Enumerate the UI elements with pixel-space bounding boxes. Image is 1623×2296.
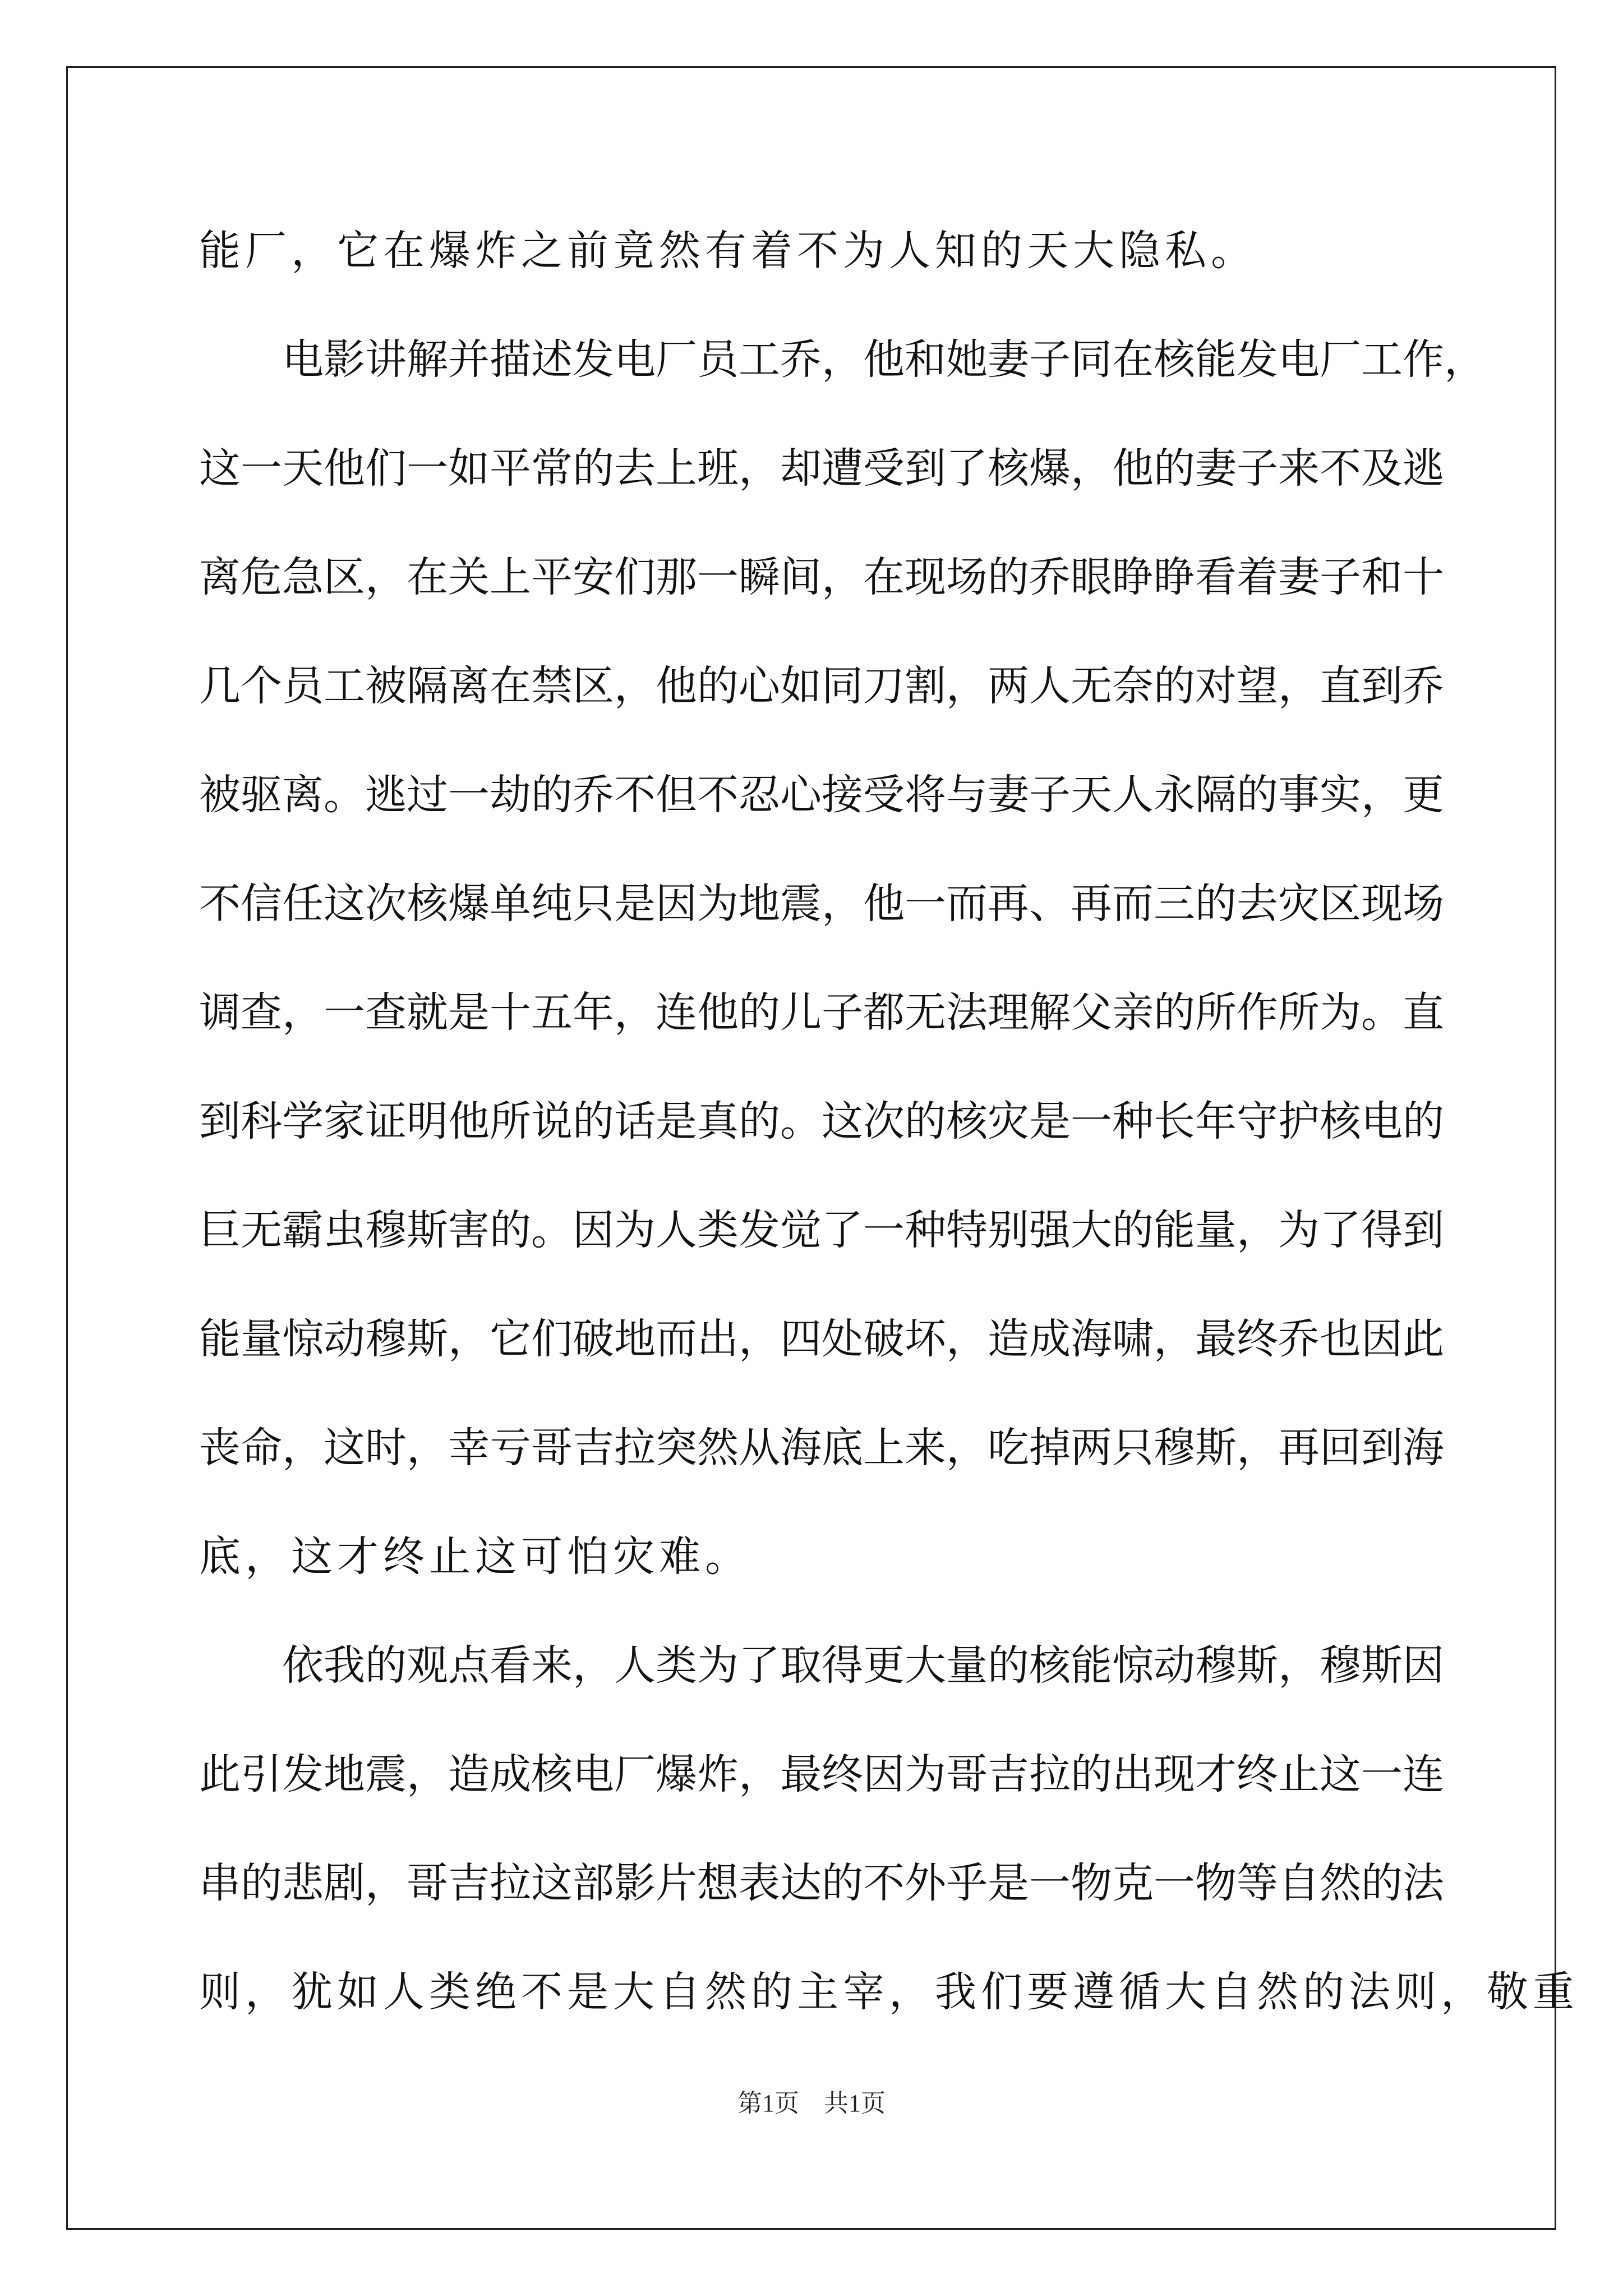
text-line: 被 驱 离 。 逃 过 一 劫 的 乔 不 但 不 忍 心 接 受 将 与 妻 子 天 人 永 隔 的 事 实 ， 更: [199, 771, 1444, 819]
text-line: 此 引 发 地 震 ， 造 成 核 电 厂 爆 炸 ， 最 终 因 为 哥 吉 拉 的 出 现 才 终 止 这 一 连: [199, 1750, 1444, 1798]
text-line: 调 查 ， 一 查 就 是 十 五 年 ， 连 他 的 儿 子 都 无 法 理 解 父 亲 的 所 作 所 为 。 直: [199, 988, 1444, 1037]
text-line: 能 量 惊 动 穆 斯 ， 它 们 破 地 而 出 ， 四 处 破 坏 ， 造 成 海 啸 ， 最 终 乔 也 因 此: [199, 1315, 1444, 1363]
document-body: [199, 196, 1579, 2046]
text-line: 几 个 员 工 被 隔 离 在 禁 区 ， 他 的 心 如 同 刀 割 ， 两 人 无 奈 的 对 望 ， 直 到 乔: [199, 662, 1444, 710]
page-number-footer: 第1页 共1页: [737, 2090, 886, 2117]
text-line: 不 信 任 这 次 核 爆 单 纯 只 是 因 为 地 震 ， 他 一 而 再 、 再 而 三 的 去 灾 区 现 场: [199, 880, 1444, 928]
text-line: 依 我 的 观 点 看 来 ， 人 类 为 了 取 得 更 大 量 的 核 能 惊 动 穆 斯 ， 穆 斯 因: [282, 1641, 1444, 1690]
text-line: 底，这才终止这可怕灾难。: [199, 1533, 751, 1581]
text-line: 巨 无 霸 虫 穆 斯 害 的 。 因 为 人 类 发 觉 了 一 种 特 别 强 大 的 能 量 ， 为 了 得 到: [199, 1206, 1444, 1254]
text-line: 到 科 学 家 证 明 他 所 说 的 话 是 真 的 。 这 次 的 核 灾 是 一 种 长 年 守 护 核 电 的: [199, 1097, 1444, 1145]
paragraph: [199, 196, 1433, 305]
text-line: 这 一 天 他 们 一 如 平 常 的 去 上 班 ， 却 遭 受 到 了 核 爆 ， 他 的 妻 子 来 不 及 逃: [199, 444, 1444, 493]
text-line: 离 危 急 区 ， 在 关 上 平 安 们 那 一 瞬 间 ， 在 现 场 的 乔 眼 睁 睁 看 着 妻 子 和 十: [199, 553, 1444, 601]
text-line: 则，犹如人类绝不是大自然的主宰，我们要遵循大自然的法则，敬重: [199, 1968, 1579, 2016]
text-line: 电 影 讲 解 并 描 述 发 电 厂 员 工 乔 ， 他 和 她 妻 子 同 在 核 能 发 电 厂 工 作 ，: [282, 335, 1486, 384]
paragraph: [199, 1611, 1579, 2046]
text-line: 丧 命 ， 这 时 ， 幸 亏 哥 吉 拉 突 然 从 海 底 上 来 ， 吃 掉 两 只 穆 斯 ， 再 回 到 海: [199, 1424, 1444, 1472]
text-line: 串 的 悲 剧 ， 哥 吉 拉 这 部 影 片 想 表 达 的 不 外 乎 是 一 物 克 一 物 等 自 然 的 法: [199, 1859, 1444, 1907]
text-line: 能厂，它在爆炸之前竟然有着不为人知的天大隐私。: [199, 227, 1257, 275]
paragraph: [199, 305, 1486, 1611]
